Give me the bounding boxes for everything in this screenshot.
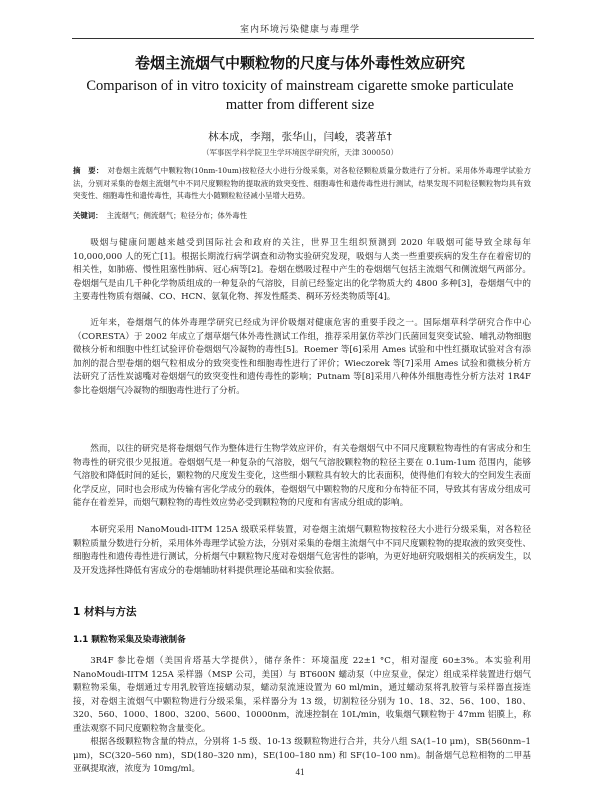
abstract (73, 165, 531, 203)
title-chinese: 卷烟主流烟气中颗粒物的尺度与体外毒性效应研究 (134, 54, 465, 72)
author-list: 林本成，李翔，张华山，闫峻，裘著革† (208, 131, 392, 143)
paragraph-text: 本研究采用 NanoMoudi-IITM 125A 级联采样装置，对卷烟主流烟气颗粒物按粒径大小进行分级采集，对各粒径颗粒质量分数进行分析，采用体外毒理学试验方法，分别对采集的卷烟主流烟气中不同尺度颗粒物的提取液的致突变性、细胞毒性和遗传毒性进行测试，分析烟气中颗粒物尺度对卷烟烟气危害性的影响，为更好地研究吸烟相关的疾病发生，以及开发选择性降低有害成分的卷烟辅助材料提供理论基础和实验依据。 (73, 525, 531, 576)
methods-paragraph-1 (73, 655, 531, 737)
intro-paragraph-3 (73, 443, 531, 511)
intro-paragraph-4 (73, 524, 531, 578)
paragraph-text: 然而，以往的研究是将卷烟烟气作为整体进行生物学效应评价，有关卷烟烟气中不同尺度颗粒物毒性的有害成分和生物毒性的研究很少见报道。卷烟烟气是一种复杂的气溶胶，烟气气溶胶颗粒物的粒径主要在 0.1um-1um 范围内，能够气溶胶和降低时间的延长，颗粒物的尺度发生变化，这些细小颗粒具有较大的比表面积，使得他们有较大的空间发生表面化学反应，同时也会形成为传输有害化学成分的载体，卷烟烟气中颗粒物的尺度和分布特征不同，导致其有害成分组成可能存在着差异，而烟气颗粒物的毒性效应势必受到颗粒物的尺度和有害成分组成的影响。 (73, 444, 531, 509)
intro-paragraph-1 (73, 237, 531, 305)
keywords-label: 关键词： (73, 211, 103, 220)
section-heading: 1 材料与方法 (73, 606, 137, 618)
title-english: Comparison of in vitro toxicity of mainstream cigarette smoke particulate matter from different size (86, 78, 514, 113)
abstract-text: 对卷烟主流烟气中颗粒物(10nm-10um)按粒径大小进行分级采集，对各粒径颗粒质量分数进行了分析。采用体外毒理学试验方法，分别对采集的卷烟主流烟气中不同尺度颗粒物的提取液的致突变性、细胞毒性和遗传毒性进行测试，结果发现不同粒径颗粒物均具有致突变性、细胞毒性和遗传毒性，其毒性大小随颗粒粒径减小呈增大趋势。 (73, 166, 531, 200)
intro-paragraph-2 (73, 317, 531, 399)
keywords (73, 210, 531, 221)
abstract-label: 摘 要： (73, 166, 104, 175)
subsection-heading: 1.1 颗粒物采集及染毒液制备 (73, 635, 186, 645)
header-rule (72, 38, 534, 39)
paragraph-text: 3R4F 参比卷烟（美国肯塔基大学提供），储存条件：环境温度 22±1 °C，相对湿度 60±3%。本实验利用 NanoMoudi-IITM 125A 采样器（MSP 公司，美国）与 BT600N 蠕动泵（中应泵业，保定）组成采样装置进行烟气颗粒物采集，卷烟通过专用乳胶管连接蠕动泵，蠕动泵流速设置为 60 ml/min，通过蠕动泵将乳胶管与采样器直接连接，对卷烟主流烟气中颗粒物进行分级采集，采样器分为 13 级，切割粒径分别为 10、18、32、56、100、180、320、560、1000、1800、3200、5600、10000nm，流速控制在 10L/min，收集烟气颗粒物于 47mm 铝膜上，称重法观察不同尺度颗粒物含量变化。 (73, 656, 531, 734)
running-header: 室内环境污染健康与毒理学 (239, 25, 360, 35)
affiliation: （军事医学科学院卫生学环境医学研究所，天津 300050） (201, 148, 398, 157)
paragraph-text: 吸烟与健康问题越来越受到国际社会和政府的关注，世界卫生组织预测到 2020 年吸烟可能导致全球每年 10,000,000 人的死亡[1]。根据长期流行病学调查和动物实验研究发现，吸烟与人类一些重要疾病的发生存在着密切的相关性，如肺癌、慢性阻塞性肺病、冠心病等[2]。卷烟在燃吸过程中产生的卷烟烟气包括主流烟气和侧流烟气两部分。卷烟烟气是由几千种化学物质组成的一种复杂的气溶胶，目前已经鉴定出的化学物质大约 4800 多种[3]，卷烟烟气中的主要毒性物质有烟碱、CO、HCN、氨氧化物、挥发性醛类、稠环芳烃类物质等[4]。 (73, 238, 531, 303)
paragraph-text: 根据各级颗粒物含量的特点，分别将 1-5 级、10-13 级颗粒物进行合并，共分八组 SA(1–10 μm)，SB(560nm–1 μm)，SC(320–560 nm)，SD(180–320 nm)，SE(100–180 nm) 和 SF(10–100 nm)。制备烟气总粒相物的二甲基亚砜提取液，浓度为 10mg/ml。 (73, 737, 531, 775)
paragraph-text: 近年来，卷烟烟气的体外毒理学研究已经成为评价吸烟对健康危害的重要手段之一。国际烟草科学研究合作中心（CORESTA）于 2002 年成立了烟草烟气体外毒性测试工作组，推荐采用氯仿萃沙门氏菌回复突变试验、哺乳动物细胞微核分析和细胞中性红试验评价卷烟烟气冷凝物的毒性[5]。Roemer 等[6]采用 Ames 试验和中性红摄取试验对含有添加剂的混合型卷烟的烟气粒相成分的致突变性和细胞毒性进行了评价；Wieczorek 等[7]采用 Ames 试验和微核分析方法研究了活性炭滤嘴对卷烟烟气的致突变性和遗传毒性的影响；Putnam 等[8]采用八种体外细胞毒性分析方法对 1R4F 参比卷烟烟气冷凝物的细胞毒性进行了分析。 (73, 318, 531, 396)
page-number: 41 (295, 767, 305, 777)
keywords-text: 主流烟气；侧流烟气；粒径分布；体外毒性 (106, 211, 248, 220)
